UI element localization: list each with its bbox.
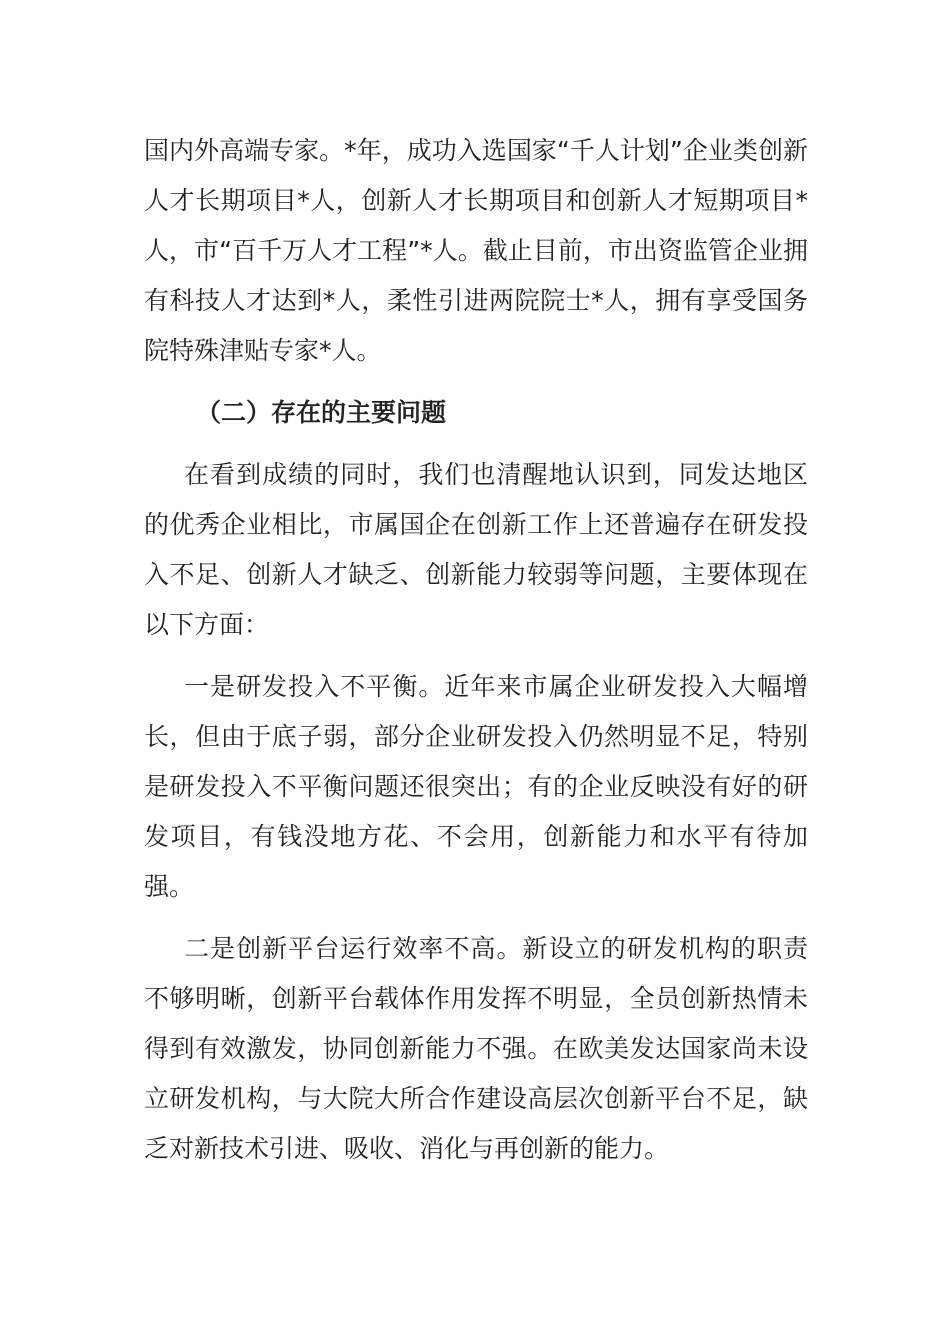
- paragraph-issue-one: 一是研发投入不平衡。近年来市属企业研发投入大幅增长，但由于底子弱，部分企业研发投入仍然明显不足，特别是研发投入不平衡问题还很突出；有的企业反映没有好的研发项目，有钱没地方花、不会用，创新能力和水平有待加强。: [144, 672, 808, 901]
- document-body: [144, 126, 808, 1186]
- paragraph-overview: 在看到成绩的同时，我们也清醒地认识到，同发达地区的优秀企业相比，市属国企在创新工作上还普遍存在研发投入不足、创新人才缺乏、创新能力较弱等问题，主要体现在以下方面：: [144, 460, 808, 639]
- paragraph-continued: 国内外高端专家。*年，成功入选国家“千人计划”企业类创新人才长期项目*人，创新人才长期项目和创新人才短期项目*人，市“百千万人才工程”*人。截止目前，市出资监管企业拥有科技人才达到*人，柔性引进两院院士*人，拥有享受国务院特殊津贴专家*人。: [144, 136, 808, 365]
- paragraph-issue-two: 二是创新平台运行效率不高。新设立的研发机构的职责不够明晰，创新平台载体作用发挥不明显，全员创新热情未得到有效激发，协同创新能力不强。在欧美发达国家尚未设立研发机构，与大院大所合作建设高层次创新平台不足，缺乏对新技术引进、吸收、消化与再创新的能力。: [144, 934, 808, 1163]
- section-heading: （二）存在的主要问题: [196, 398, 447, 427]
